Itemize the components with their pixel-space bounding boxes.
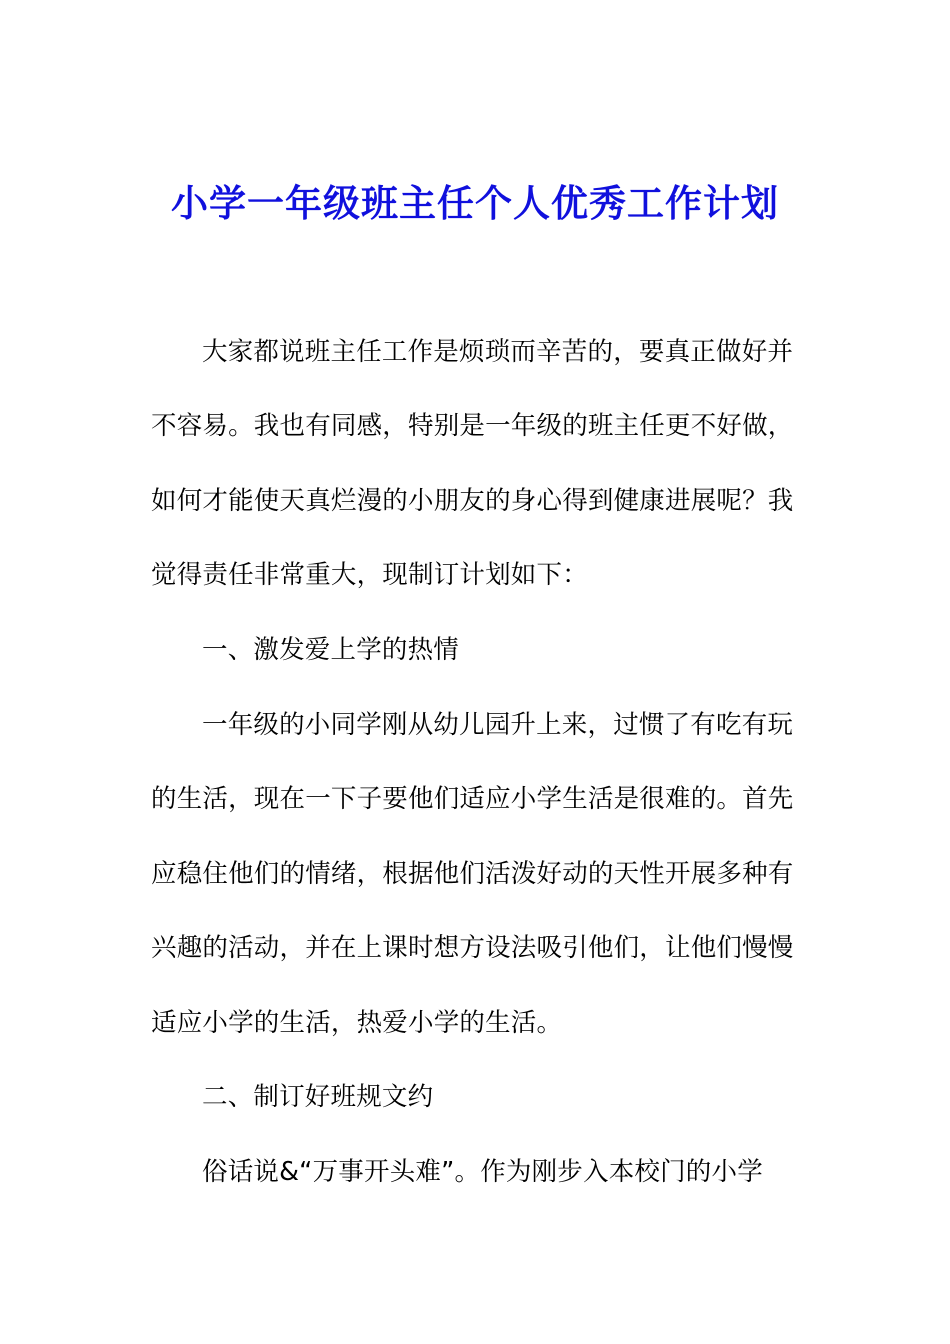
paragraph-line: 大家都说班主任工作是烦琐而辛苦的，要真正做好并: [202, 337, 794, 367]
paragraph-line: 俗话说&“万事开头难”。作为刚步入本校门的小学: [202, 1157, 763, 1187]
section-heading: 二、制订好班规文约: [202, 1082, 434, 1112]
paragraph-line: 适应小学的生活，热爱小学的生活。: [151, 1008, 563, 1038]
paragraph-line: 应稳住他们的情绪，根据他们活泼好动的天性开展多种有: [151, 859, 794, 889]
document-title: 小学一年级班主任个人优秀工作计划: [171, 181, 779, 225]
paragraph-line: 兴趣的活动，并在上课时想方设法吸引他们，让他们慢慢: [151, 933, 794, 963]
paragraph-line: 的生活，现在一下子要他们适应小学生活是很难的。首先: [151, 784, 794, 814]
paragraph-line: 一年级的小同学刚从幼儿园升上来，过惯了有吃有玩: [202, 710, 794, 740]
paragraph-line: 觉得责任非常重大，现制订计划如下：: [151, 560, 588, 590]
section-heading: 一、激发爱上学的热情: [202, 635, 460, 665]
paragraph-line: 不容易。我也有同感，特别是一年级的班主任更不好做，: [151, 411, 794, 441]
paragraph-line: 如何才能使天真烂漫的小朋友的身心得到健康进展呢？我: [151, 486, 794, 516]
